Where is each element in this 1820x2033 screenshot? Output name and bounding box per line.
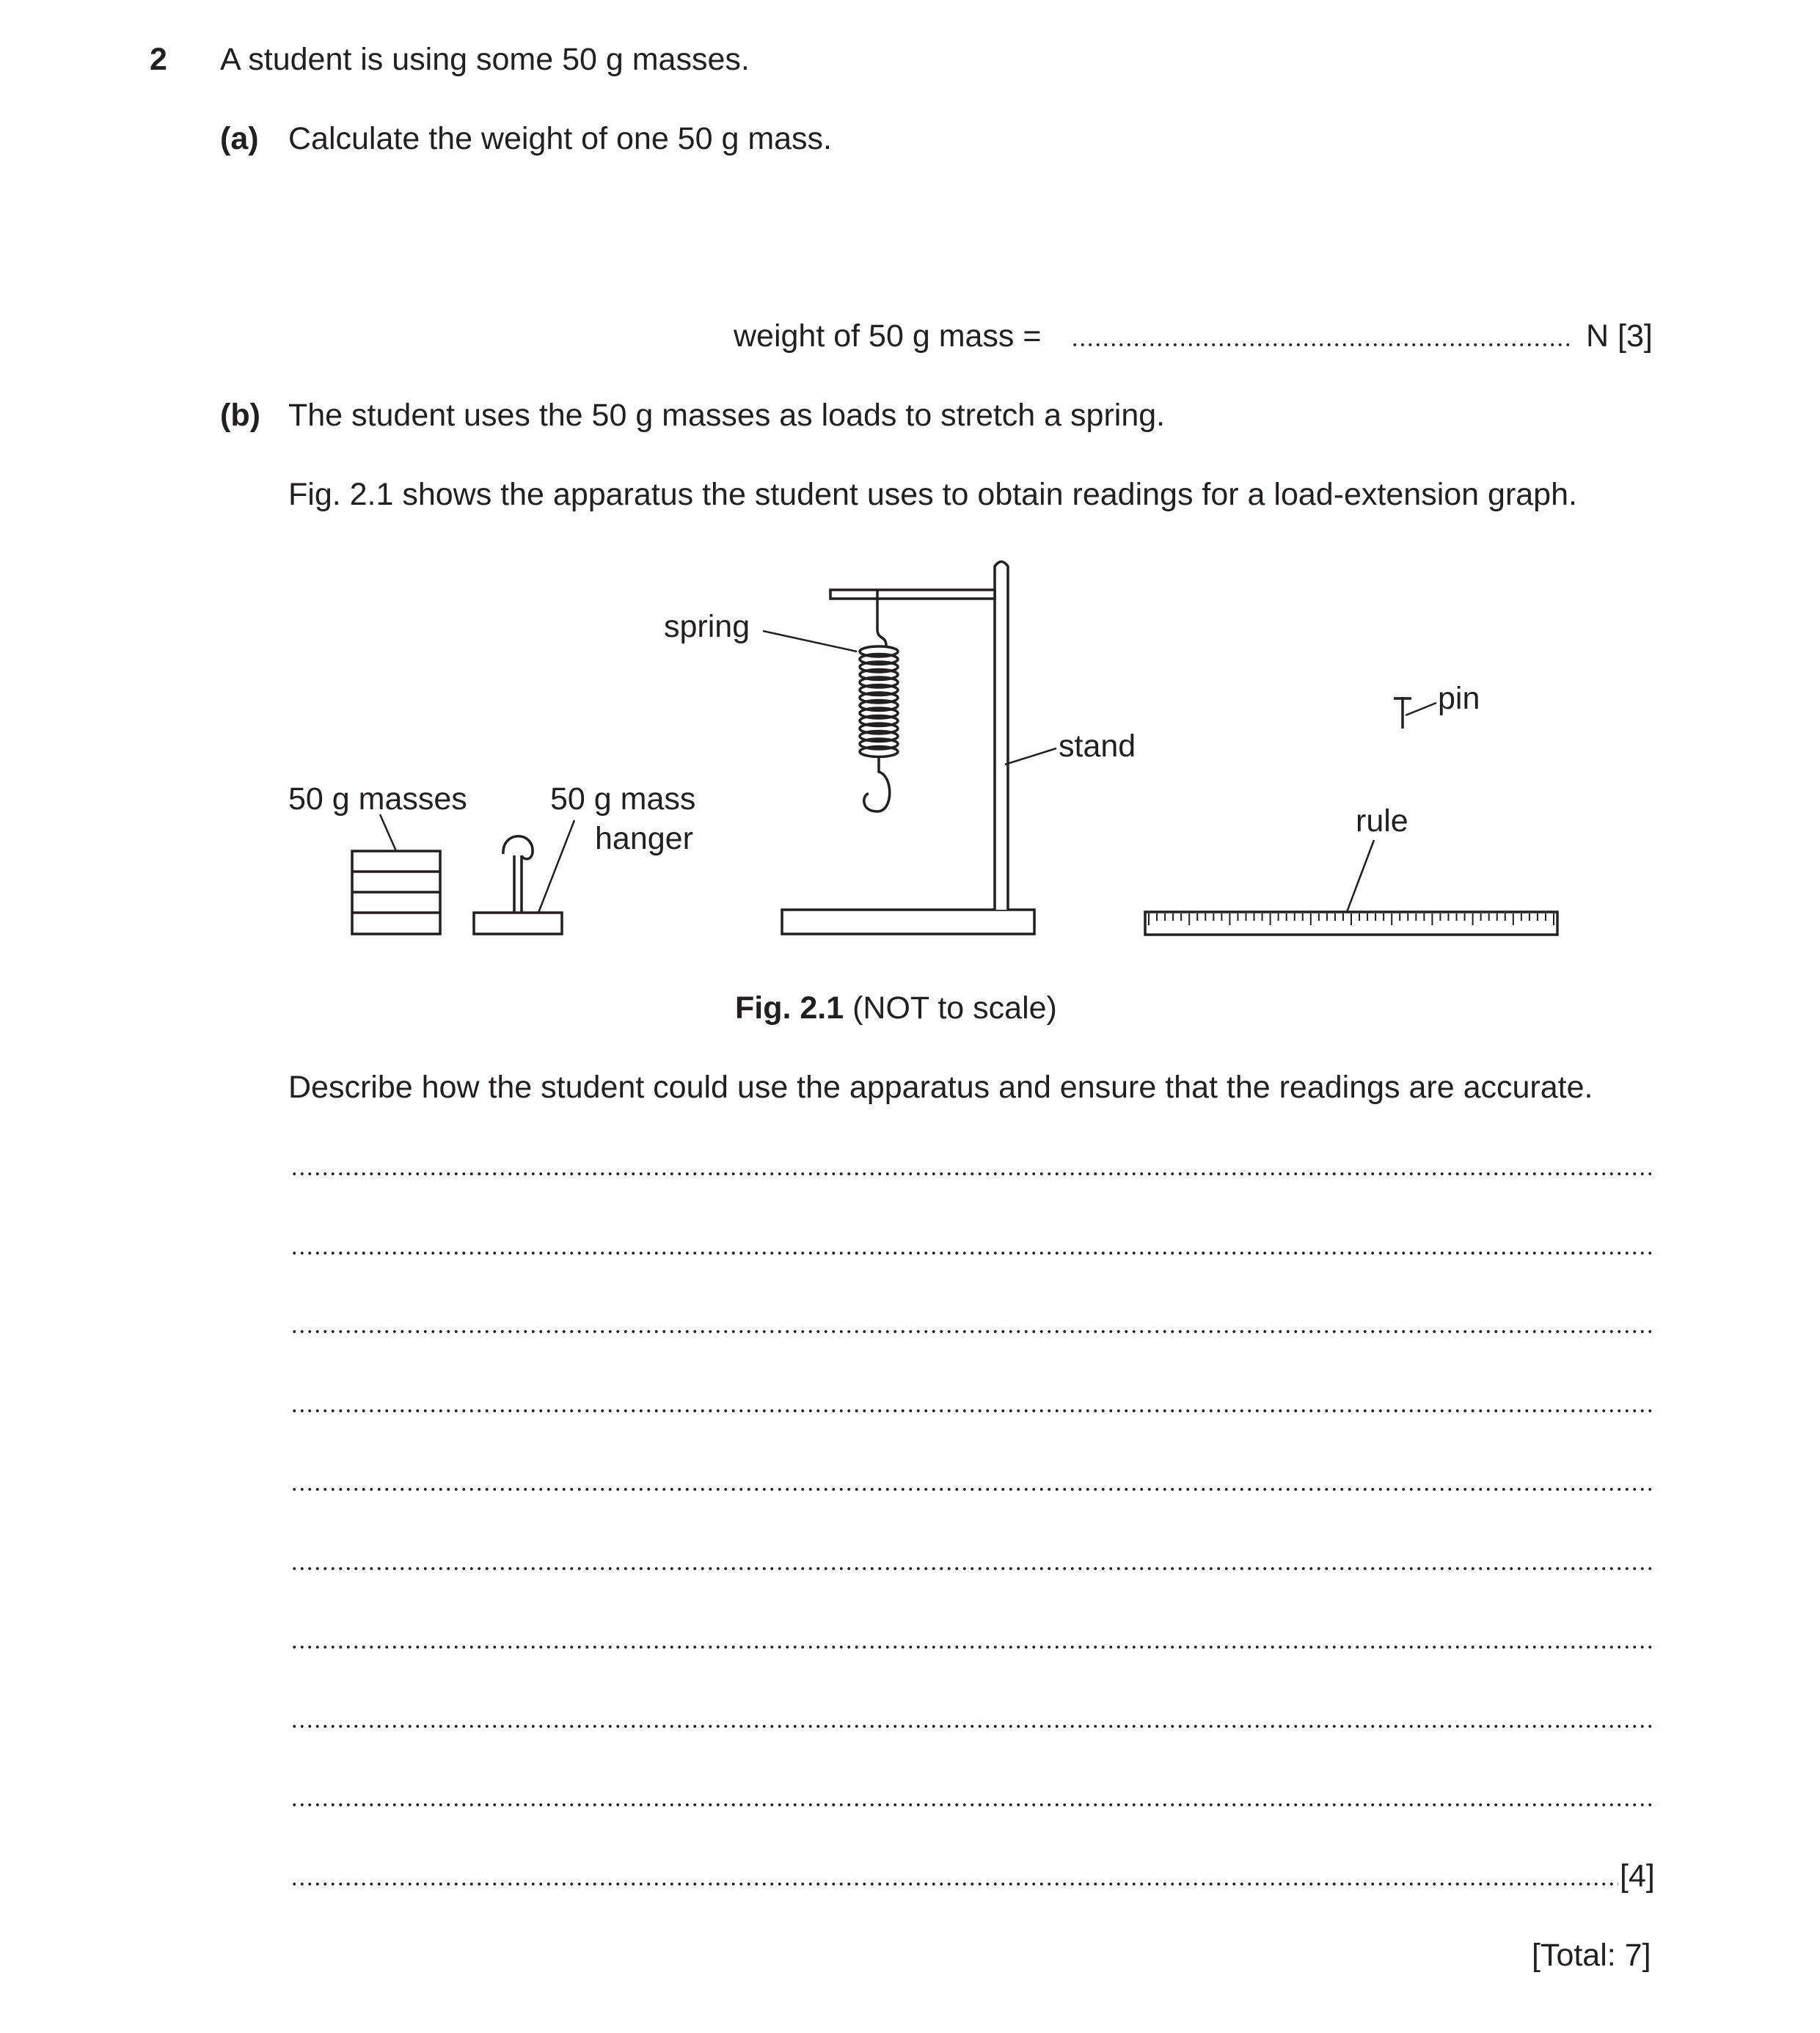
answer-line[interactable] <box>290 1566 1656 1571</box>
part-b-marks: [4] <box>1620 1858 1655 1894</box>
spring-icon <box>860 629 898 811</box>
part-b-label: (b) <box>220 398 260 433</box>
stand-leader-line <box>1005 748 1056 764</box>
part-a-label: (a) <box>220 121 259 156</box>
rule-label: rule <box>1356 803 1408 839</box>
stand-label: stand <box>1059 729 1136 764</box>
part-a-answer-prefix: weight of 50 g mass = <box>734 318 1042 354</box>
question-number: 2 <box>150 42 167 77</box>
spring-leader-line <box>763 631 857 651</box>
spring-label: spring <box>664 609 750 644</box>
figure-intro: Fig. 2.1 shows the apparatus the student uses to obtain readings for a load-extension graph. <box>288 477 1577 512</box>
rule-icon <box>1145 912 1557 935</box>
hanger-leader-line <box>538 820 574 913</box>
question-intro: A student is using some 50 g masses. <box>220 42 750 77</box>
figure-caption <box>735 990 1057 1026</box>
part-b-instruction: Describe how the student could use the apparatus and ensure that the readings are accurate. <box>288 1070 1593 1105</box>
stand-icon <box>782 562 1034 935</box>
hanger-label-line1: 50 g mass <box>550 781 696 817</box>
masses-label: 50 g masses <box>288 781 467 817</box>
masses-leader-line <box>380 814 396 851</box>
answer-line[interactable] <box>290 1251 1656 1255</box>
apparatus-figure <box>0 0 1820 954</box>
part-a-text: Calculate the weight of one 50 g mass. <box>288 121 832 156</box>
figure-caption-number: Fig. 2.1 <box>735 990 844 1026</box>
answer-line[interactable] <box>290 1172 1656 1176</box>
masses-stack-icon <box>352 851 440 934</box>
pin-icon <box>1394 697 1411 729</box>
pin-leader-line <box>1406 703 1436 715</box>
answer-line[interactable] <box>290 1803 1656 1807</box>
answer-line[interactable] <box>290 1724 1656 1729</box>
rule-leader-line <box>1347 840 1374 912</box>
answer-line[interactable] <box>290 1487 1656 1492</box>
answer-line[interactable] <box>290 1882 1618 1886</box>
pin-label: pin <box>1438 681 1480 716</box>
part-a-marks: N [3] <box>1586 318 1653 354</box>
answer-line[interactable] <box>290 1645 1656 1649</box>
hanger-label-line2: hanger <box>595 821 693 856</box>
answer-line[interactable] <box>290 1329 1656 1334</box>
part-b-text: The student uses the 50 g masses as loads to stretch a spring. <box>288 398 1166 433</box>
answer-line[interactable] <box>290 1409 1656 1413</box>
question-total: [Total: 7] <box>1532 1938 1651 1973</box>
figure-caption-note: (NOT to scale) <box>852 990 1057 1026</box>
